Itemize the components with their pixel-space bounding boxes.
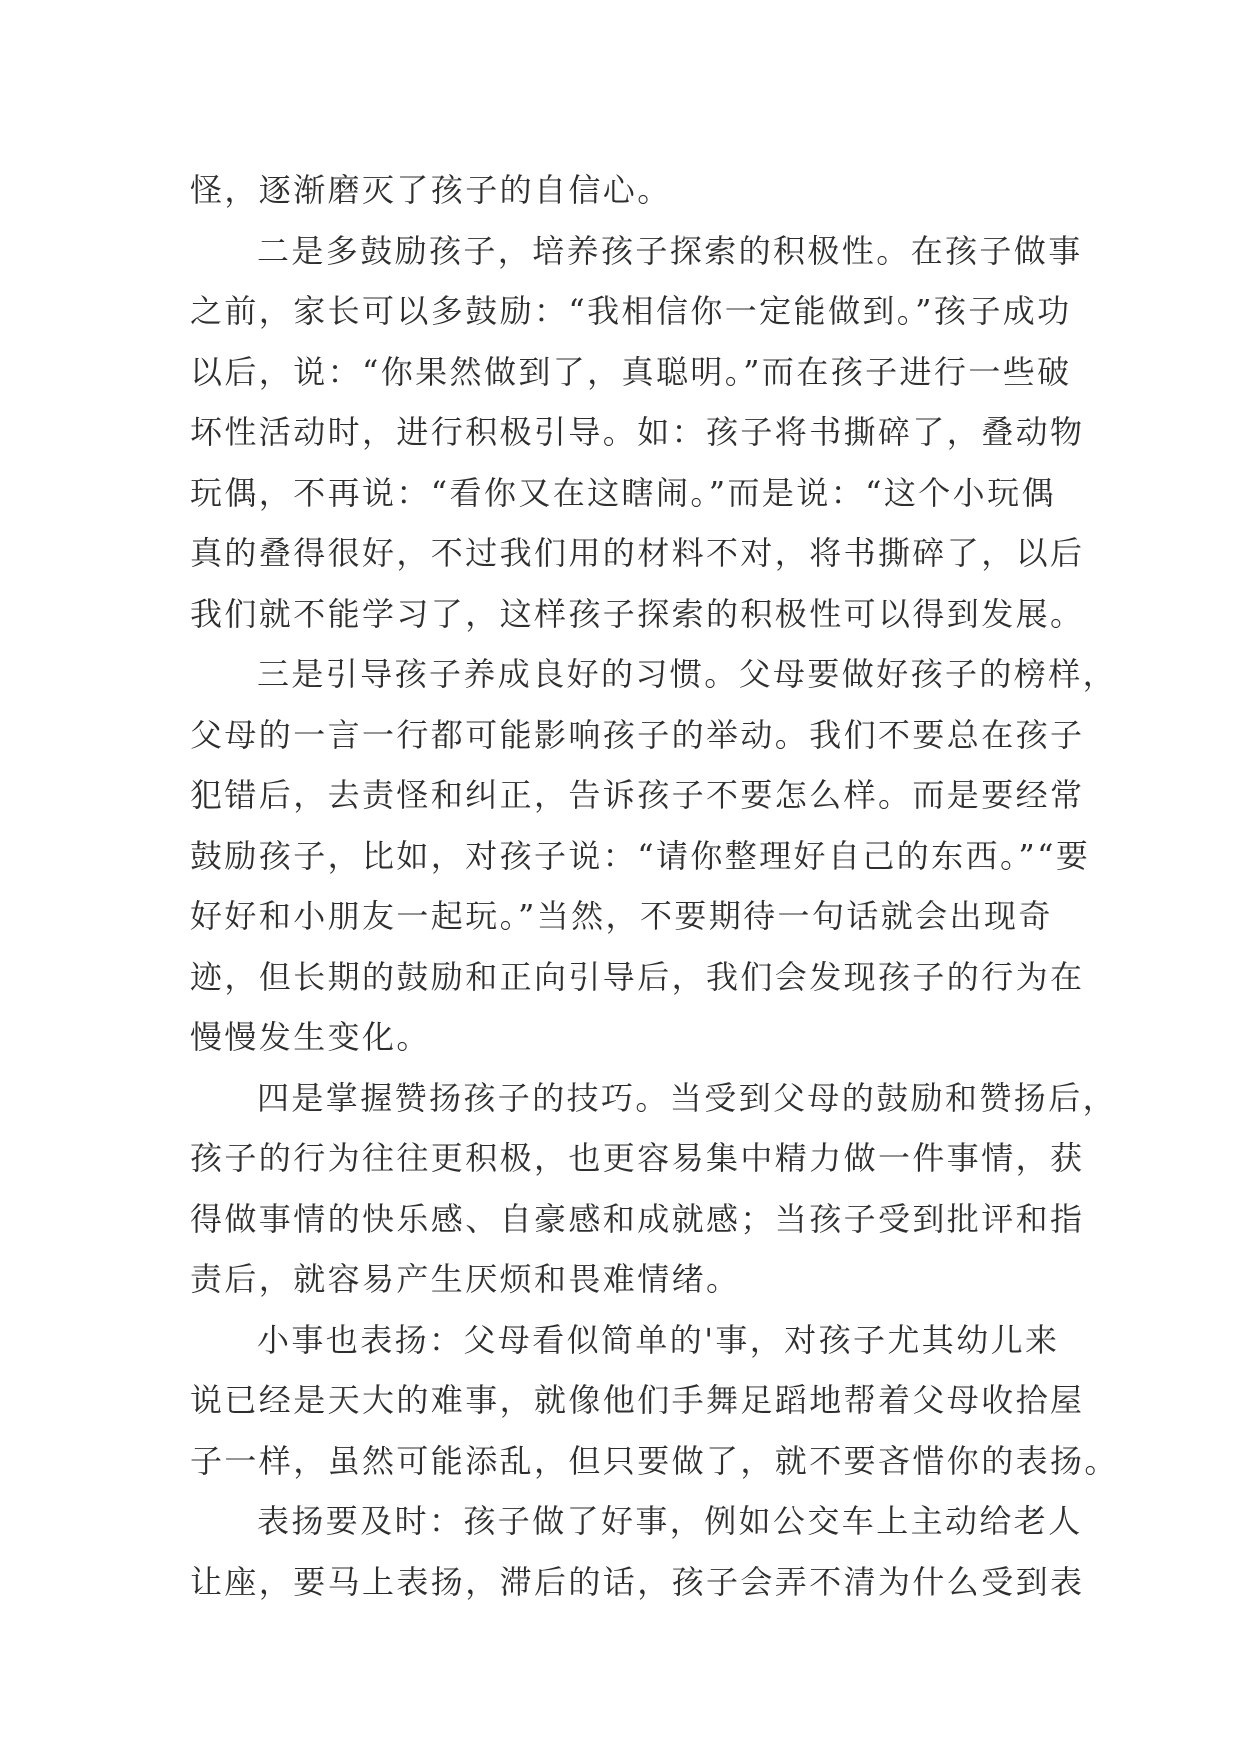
text-line: 坏性活动时，进行积极引导。如：孩子将书撕碎了，叠动物 xyxy=(190,413,1085,451)
text-line: 让座，要马上表扬，滞后的话，孩子会弄不清为什么受到表 xyxy=(190,1562,1085,1601)
text-line: 责后，就容易产生厌烦和畏难情绪。 xyxy=(190,1260,741,1298)
text-line: 迹，但长期的鼓励和正向引导后，我们会发现孩子的行为在 xyxy=(190,957,1085,996)
text-line: 以后，说：“你果然做到了，真聪明。”而在孩子进行一些破 xyxy=(190,352,1072,391)
text-line: 之前，家长可以多鼓励：“我相信你一定能做到。”孩子成功 xyxy=(190,292,1072,330)
text-line: 孩子的行为往往更积极，也更容易集中精力做一件事情，获 xyxy=(190,1139,1085,1177)
text-line: 好好和小朋友一起玩。”当然，不要期待一句话就会出现奇 xyxy=(190,897,1053,935)
text-line: 犯错后，去责怪和纠正，告诉孩子不要怎么样。而是要经常 xyxy=(190,776,1085,814)
text-line: 表扬要及时：孩子做了好事，例如公交车上主动给老人 xyxy=(257,1502,1083,1540)
text-line: 真的叠得很好，不过我们用的材料不对，将书撕碎了，以后 xyxy=(190,534,1085,572)
text-line: 怪，逐渐磨灭了孩子的自信心。 xyxy=(190,171,672,209)
text-line: 父母的一言一行都可能影响孩子的举动。我们不要总在孩子 xyxy=(190,715,1085,754)
text-line: 慢慢发生变化。 xyxy=(190,1018,431,1056)
text-line: 小事也表扬：父母看似简单的'事，对孩子尤其幼儿来 xyxy=(257,1320,1060,1359)
text-line: 二是多鼓励孩子，培养孩子探索的积极性。在孩子做事 xyxy=(257,231,1083,270)
text-line: 说已经是天大的难事，就像他们手舞足蹈地帮着父母收拾屋 xyxy=(190,1381,1085,1419)
text-line: 我们就不能学习了，这样孩子探索的积极性可以得到发展。 xyxy=(190,594,1085,633)
text-line: 鼓励孩子，比如，对孩子说：“请你整理好自己的东西。”“要 xyxy=(190,836,1091,875)
text-line: 得做事情的快乐感、自豪感和成就感；当孩子受到批评和指 xyxy=(190,1199,1085,1238)
body-text xyxy=(190,160,1119,1612)
text-line: 四是掌握赞扬孩子的技巧。当受到父母的鼓励和赞扬后， xyxy=(257,1078,1118,1117)
text-line: 三是引导孩子养成良好的习惯。父母要做好孩子的榜样， xyxy=(257,655,1118,693)
text-line: 玩偶，不再说：“看你又在这瞎闹。”而是说：“这个小玩偶 xyxy=(190,473,1056,512)
text-line: 子一样，虽然可能添乱，但只要做了，就不要吝惜你的表扬。 xyxy=(190,1441,1119,1480)
